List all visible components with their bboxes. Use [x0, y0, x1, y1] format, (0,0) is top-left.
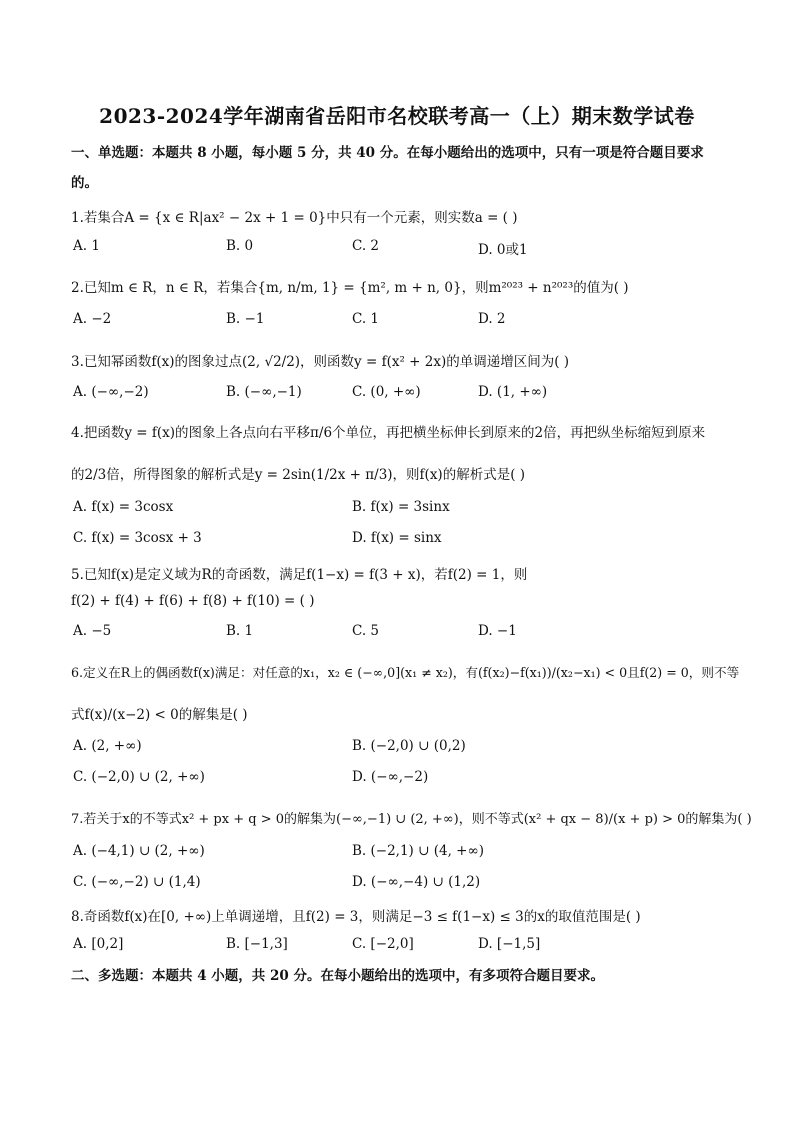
exam-title: 2023-2024学年湖南省岳阳市名校联考高一（上）期末数学试卷 — [99, 104, 695, 128]
question-6-option-c: C. (−2,0) ∪ (2, +∞) — [73, 769, 205, 785]
question-8-option-a: A. [0,2] — [73, 936, 124, 952]
question-8-option-c: C. [−2,0] — [352, 936, 414, 952]
question-4-option-a: A. f(x) = 3cosx — [73, 499, 174, 515]
question-5-option-d: D. −1 — [478, 623, 517, 639]
section-2-line-1: 二、多选题：本题共 4 小题，共 20 分。在每小题给出的选项中，有多项符合题目要求。 — [71, 968, 604, 984]
question-7-option-c: C. (−∞,−2) ∪ (1,4) — [73, 874, 201, 890]
question-8-option-b: B. [−1,3] — [226, 936, 288, 952]
question-1-option-b: B. 0 — [226, 238, 254, 254]
question-6-text-line-1: 6.定义在R上的偶函数f(x)满足：对任意的x₁，x₂ ∈ (−∞,0](x₁ ≠ x₂)，有(f(x₂)−f(x₁))/(x₂−x₁) < 0且f(2) = 0，则不等 — [71, 665, 740, 680]
question-2-option-c: C. 1 — [352, 311, 380, 327]
question-1-option-c: C. 2 — [352, 238, 380, 254]
question-3-text: 3.已知幂函数f(x)的图象过点(2, √2/2)，则函数y = f(x² + 2x)的单调递增区间为( ) — [71, 354, 570, 370]
question-1-text: 1.若集合A = {x ∈ R|ax² − 2x + 1 = 0}中只有一个元素，则实数a = ( ) — [71, 210, 518, 226]
question-5-text-line-1: 5.已知f(x)是定义域为R的奇函数，满足f(1−x) = f(3 + x)，若f(2) = 1，则 — [71, 567, 528, 583]
question-3-option-d: D. (1, +∞) — [478, 384, 548, 400]
question-6-option-d: D. (−∞,−2) — [352, 769, 429, 785]
question-4-text-line-2: 的2/3倍，所得图象的解析式是y = 2sin(1/2x + π/3)，则f(x)的解析式是( ) — [71, 467, 526, 483]
question-5-text-line-2: f(2) + f(4) + f(6) + f(8) + f(10) = ( ) — [71, 593, 315, 609]
question-8-text: 8.奇函数f(x)在[0, +∞)上单调递增，且f(2) = 3，则满足−3 ≤ f(1−x) ≤ 3的x的取值范围是( ) — [71, 909, 641, 925]
section-2-header — [71, 961, 731, 991]
section-1-line-1: 一、单选题：本题共 8 小题，每小题 5 分，共 40 分。在每小题给出的选项中，只有一项是符合题目要求 — [71, 145, 704, 161]
question-3-option-c: C. (0, +∞) — [352, 384, 421, 400]
question-2-option-d: D. 2 — [478, 311, 506, 327]
question-3-option-a: A. (−∞,−2) — [73, 384, 149, 400]
section-1-line-2: 的。 — [71, 175, 98, 191]
question-2-text: 2.已知m ∈ R，n ∈ R，若集合{m, n/m, 1} = {m², m + n, 0}，则m²⁰²³ + n²⁰²³的值为( ) — [71, 280, 629, 296]
question-4-option-d: D. f(x) = sinx — [352, 530, 442, 546]
question-3-option-b: B. (−∞,−1) — [226, 384, 302, 400]
question-8-option-d: D. [−1,5] — [478, 936, 541, 952]
question-7-option-d: D. (−∞,−4) ∪ (1,2) — [352, 874, 481, 890]
question-5-option-c: C. 5 — [352, 623, 380, 639]
question-6-option-b: B. (−2,0) ∪ (0,2) — [352, 738, 466, 754]
question-6-text-line-2: 式f(x)/(x−2) < 0的解集是( ) — [71, 707, 248, 723]
question-5-option-a: A. −5 — [73, 623, 112, 639]
question-6-option-a: A. (2, +∞) — [73, 738, 142, 754]
section-1-header — [71, 138, 731, 198]
question-7-text: 7.若关于x的不等式x² + px + q > 0的解集为(−∞,−1) ∪ (2, +∞)，则不等式(x² + qx − 8)/(x + p) > 0的解集为( ) — [71, 812, 752, 827]
question-7-option-a: A. (−4,1) ∪ (2, +∞) — [73, 843, 205, 859]
question-4-text-line-1: 4.把函数y = f(x)的图象上各点向右平移π/6个单位，再把横坐标伸长到原来的2倍，再把纵坐标缩短到原来 — [71, 425, 706, 441]
question-1-option-d: D. 0或1 — [478, 242, 528, 258]
question-2-option-b: B. −1 — [226, 311, 265, 327]
question-5-option-b: B. 1 — [226, 623, 254, 639]
question-4-option-c: C. f(x) = 3cosx + 3 — [73, 530, 202, 546]
question-7-option-b: B. (−2,1) ∪ (4, +∞) — [352, 843, 484, 859]
question-2-option-a: A. −2 — [73, 311, 112, 327]
question-4-option-b: B. f(x) = 3sinx — [352, 499, 450, 515]
question-1-option-a: A. 1 — [73, 238, 100, 254]
